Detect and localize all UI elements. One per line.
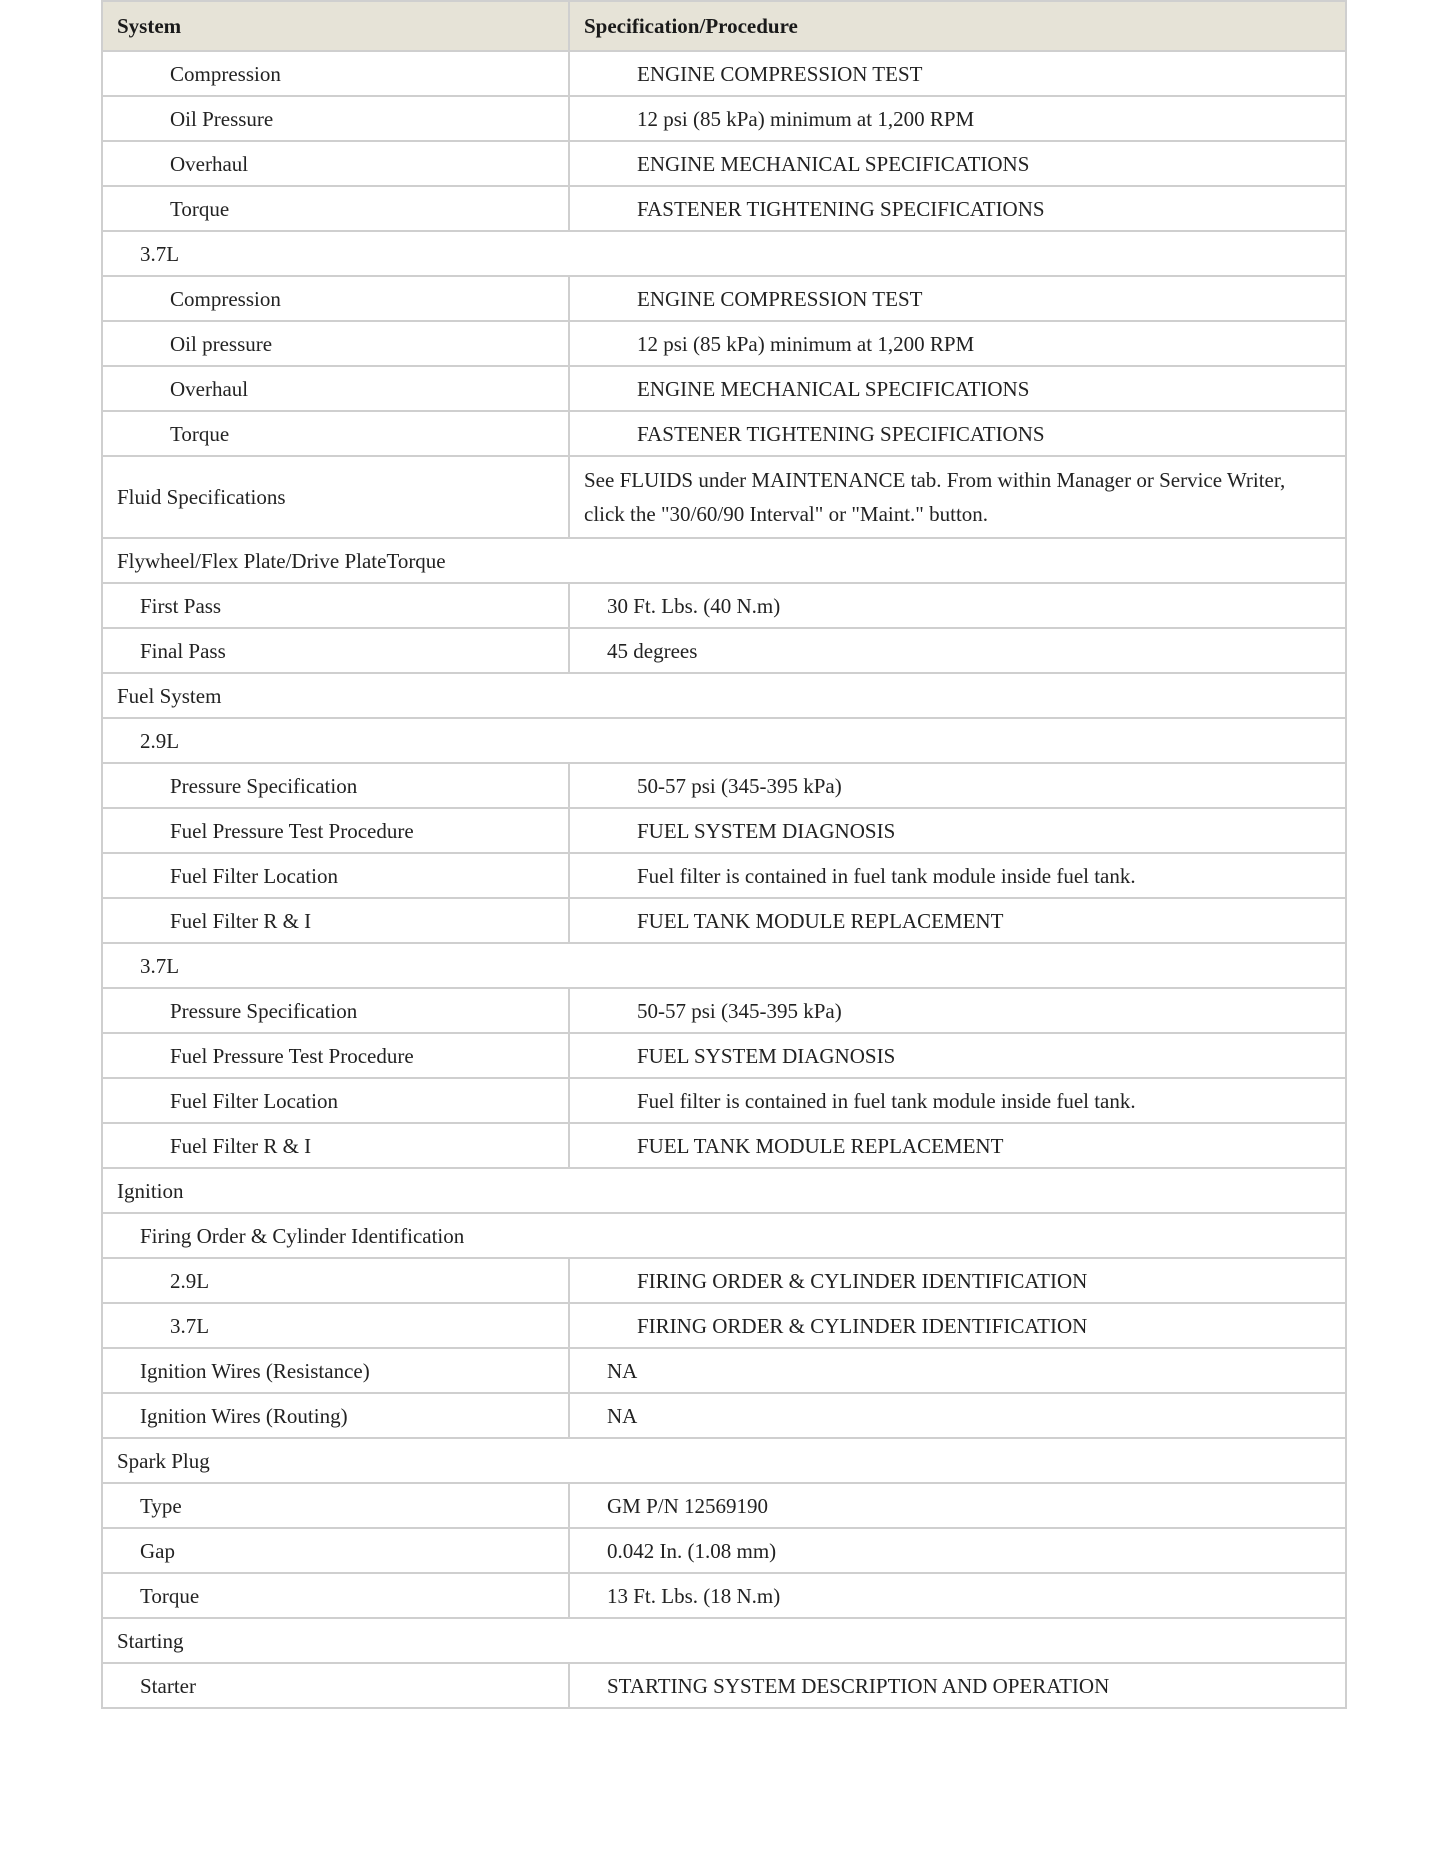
table-row — [102, 1573, 1346, 1618]
system-cell: Oil pressure — [102, 321, 569, 366]
section-row — [102, 1213, 1346, 1258]
specification-cell: 0.042 In. (1.08 mm) — [569, 1528, 1346, 1573]
table-row — [102, 1123, 1346, 1168]
system-cell: Torque — [102, 1573, 569, 1618]
table-row — [102, 583, 1346, 628]
system-cell: Final Pass — [102, 628, 569, 673]
table-row — [102, 366, 1346, 411]
header-specification: Specification/Procedure — [569, 1, 1346, 51]
system-cell: Oil Pressure — [102, 96, 569, 141]
table-row — [102, 1303, 1346, 1348]
system-cell: Fuel Filter Location — [102, 853, 569, 898]
system-cell: Fluid Specifications — [102, 456, 569, 538]
system-cell: Type — [102, 1483, 569, 1528]
table-row — [102, 1663, 1346, 1708]
table-row — [102, 898, 1346, 943]
system-cell: Pressure Specification — [102, 763, 569, 808]
table-row — [102, 853, 1346, 898]
specification-cell: 12 psi (85 kPa) minimum at 1,200 RPM — [569, 96, 1346, 141]
table-row — [102, 808, 1346, 853]
header-system: System — [102, 1, 569, 51]
system-cell: 2.9L — [102, 1258, 569, 1303]
specification-cell: 30 Ft. Lbs. (40 N.m) — [569, 583, 1346, 628]
system-cell: Fuel Pressure Test Procedure — [102, 1033, 569, 1078]
specification-cell: GM P/N 12569190 — [569, 1483, 1346, 1528]
specification-cell: STARTING SYSTEM DESCRIPTION AND OPERATION — [569, 1663, 1346, 1708]
system-cell: Torque — [102, 411, 569, 456]
specification-cell: NA — [569, 1348, 1346, 1393]
system-cell: Pressure Specification — [102, 988, 569, 1033]
specification-cell: ENGINE MECHANICAL SPECIFICATIONS — [569, 141, 1346, 186]
specification-cell: FIRING ORDER & CYLINDER IDENTIFICATION — [569, 1303, 1346, 1348]
table-row — [102, 1348, 1346, 1393]
specification-cell: FIRING ORDER & CYLINDER IDENTIFICATION — [569, 1258, 1346, 1303]
table-row — [102, 456, 1346, 538]
table-header — [102, 1, 1346, 51]
section-label: 3.7L — [102, 231, 1346, 276]
specification-cell: ENGINE COMPRESSION TEST — [569, 51, 1346, 96]
header-row — [102, 1, 1346, 51]
specification-cell: FASTENER TIGHTENING SPECIFICATIONS — [569, 186, 1346, 231]
section-label: Fuel System — [102, 673, 1346, 718]
system-cell: First Pass — [102, 583, 569, 628]
section-row — [102, 718, 1346, 763]
table-row — [102, 51, 1346, 96]
section-row — [102, 673, 1346, 718]
system-cell: Fuel Filter R & I — [102, 898, 569, 943]
table-body — [102, 51, 1346, 1708]
table-row — [102, 1483, 1346, 1528]
specification-cell: 13 Ft. Lbs. (18 N.m) — [569, 1573, 1346, 1618]
specification-cell: FASTENER TIGHTENING SPECIFICATIONS — [569, 411, 1346, 456]
table-row — [102, 988, 1346, 1033]
section-label: 3.7L — [102, 943, 1346, 988]
section-label: Starting — [102, 1618, 1346, 1663]
table-row — [102, 186, 1346, 231]
system-cell: Fuel Filter R & I — [102, 1123, 569, 1168]
section-label: Ignition — [102, 1168, 1346, 1213]
specification-cell: Fuel filter is contained in fuel tank module inside fuel tank. — [569, 853, 1346, 898]
system-cell: Torque — [102, 186, 569, 231]
table-row — [102, 628, 1346, 673]
system-cell: Compression — [102, 276, 569, 321]
specification-cell: 50-57 psi (345-395 kPa) — [569, 763, 1346, 808]
specification-cell: 12 psi (85 kPa) minimum at 1,200 RPM — [569, 321, 1346, 366]
system-cell: Fuel Pressure Test Procedure — [102, 808, 569, 853]
table-row — [102, 411, 1346, 456]
system-cell: 3.7L — [102, 1303, 569, 1348]
table-row — [102, 1258, 1346, 1303]
section-label: 2.9L — [102, 718, 1346, 763]
system-cell: Ignition Wires (Routing) — [102, 1393, 569, 1438]
section-row — [102, 231, 1346, 276]
specification-cell: FUEL SYSTEM DIAGNOSIS — [569, 808, 1346, 853]
specification-cell: 45 degrees — [569, 628, 1346, 673]
specification-cell: NA — [569, 1393, 1346, 1438]
section-row — [102, 1618, 1346, 1663]
section-label: Firing Order & Cylinder Identification — [102, 1213, 1346, 1258]
table-row — [102, 1393, 1346, 1438]
table-row — [102, 96, 1346, 141]
system-cell: Compression — [102, 51, 569, 96]
table-row — [102, 141, 1346, 186]
section-row — [102, 1438, 1346, 1483]
system-cell: Starter — [102, 1663, 569, 1708]
table-row — [102, 276, 1346, 321]
table-row — [102, 321, 1346, 366]
table-row — [102, 1528, 1346, 1573]
system-cell: Overhaul — [102, 141, 569, 186]
section-label: Spark Plug — [102, 1438, 1346, 1483]
specification-cell: 50-57 psi (345-395 kPa) — [569, 988, 1346, 1033]
system-cell: Overhaul — [102, 366, 569, 411]
specification-cell: FUEL SYSTEM DIAGNOSIS — [569, 1033, 1346, 1078]
specification-cell: ENGINE MECHANICAL SPECIFICATIONS — [569, 366, 1346, 411]
specification-cell: FUEL TANK MODULE REPLACEMENT — [569, 898, 1346, 943]
table-row — [102, 763, 1346, 808]
table-row — [102, 1033, 1346, 1078]
section-row — [102, 538, 1346, 583]
section-label: Flywheel/Flex Plate/Drive PlateTorque — [102, 538, 1346, 583]
specification-cell: FUEL TANK MODULE REPLACEMENT — [569, 1123, 1346, 1168]
spec-table — [101, 0, 1347, 1709]
section-row — [102, 943, 1346, 988]
specification-cell: See FLUIDS under MAINTENANCE tab. From within Manager or Service Writer, click the "30/60/90 Interval" or "Maint." button. — [569, 456, 1346, 538]
system-cell: Ignition Wires (Resistance) — [102, 1348, 569, 1393]
section-row — [102, 1168, 1346, 1213]
system-cell: Fuel Filter Location — [102, 1078, 569, 1123]
specification-cell: Fuel filter is contained in fuel tank module inside fuel tank. — [569, 1078, 1346, 1123]
system-cell: Gap — [102, 1528, 569, 1573]
table-row — [102, 1078, 1346, 1123]
specification-cell: ENGINE COMPRESSION TEST — [569, 276, 1346, 321]
